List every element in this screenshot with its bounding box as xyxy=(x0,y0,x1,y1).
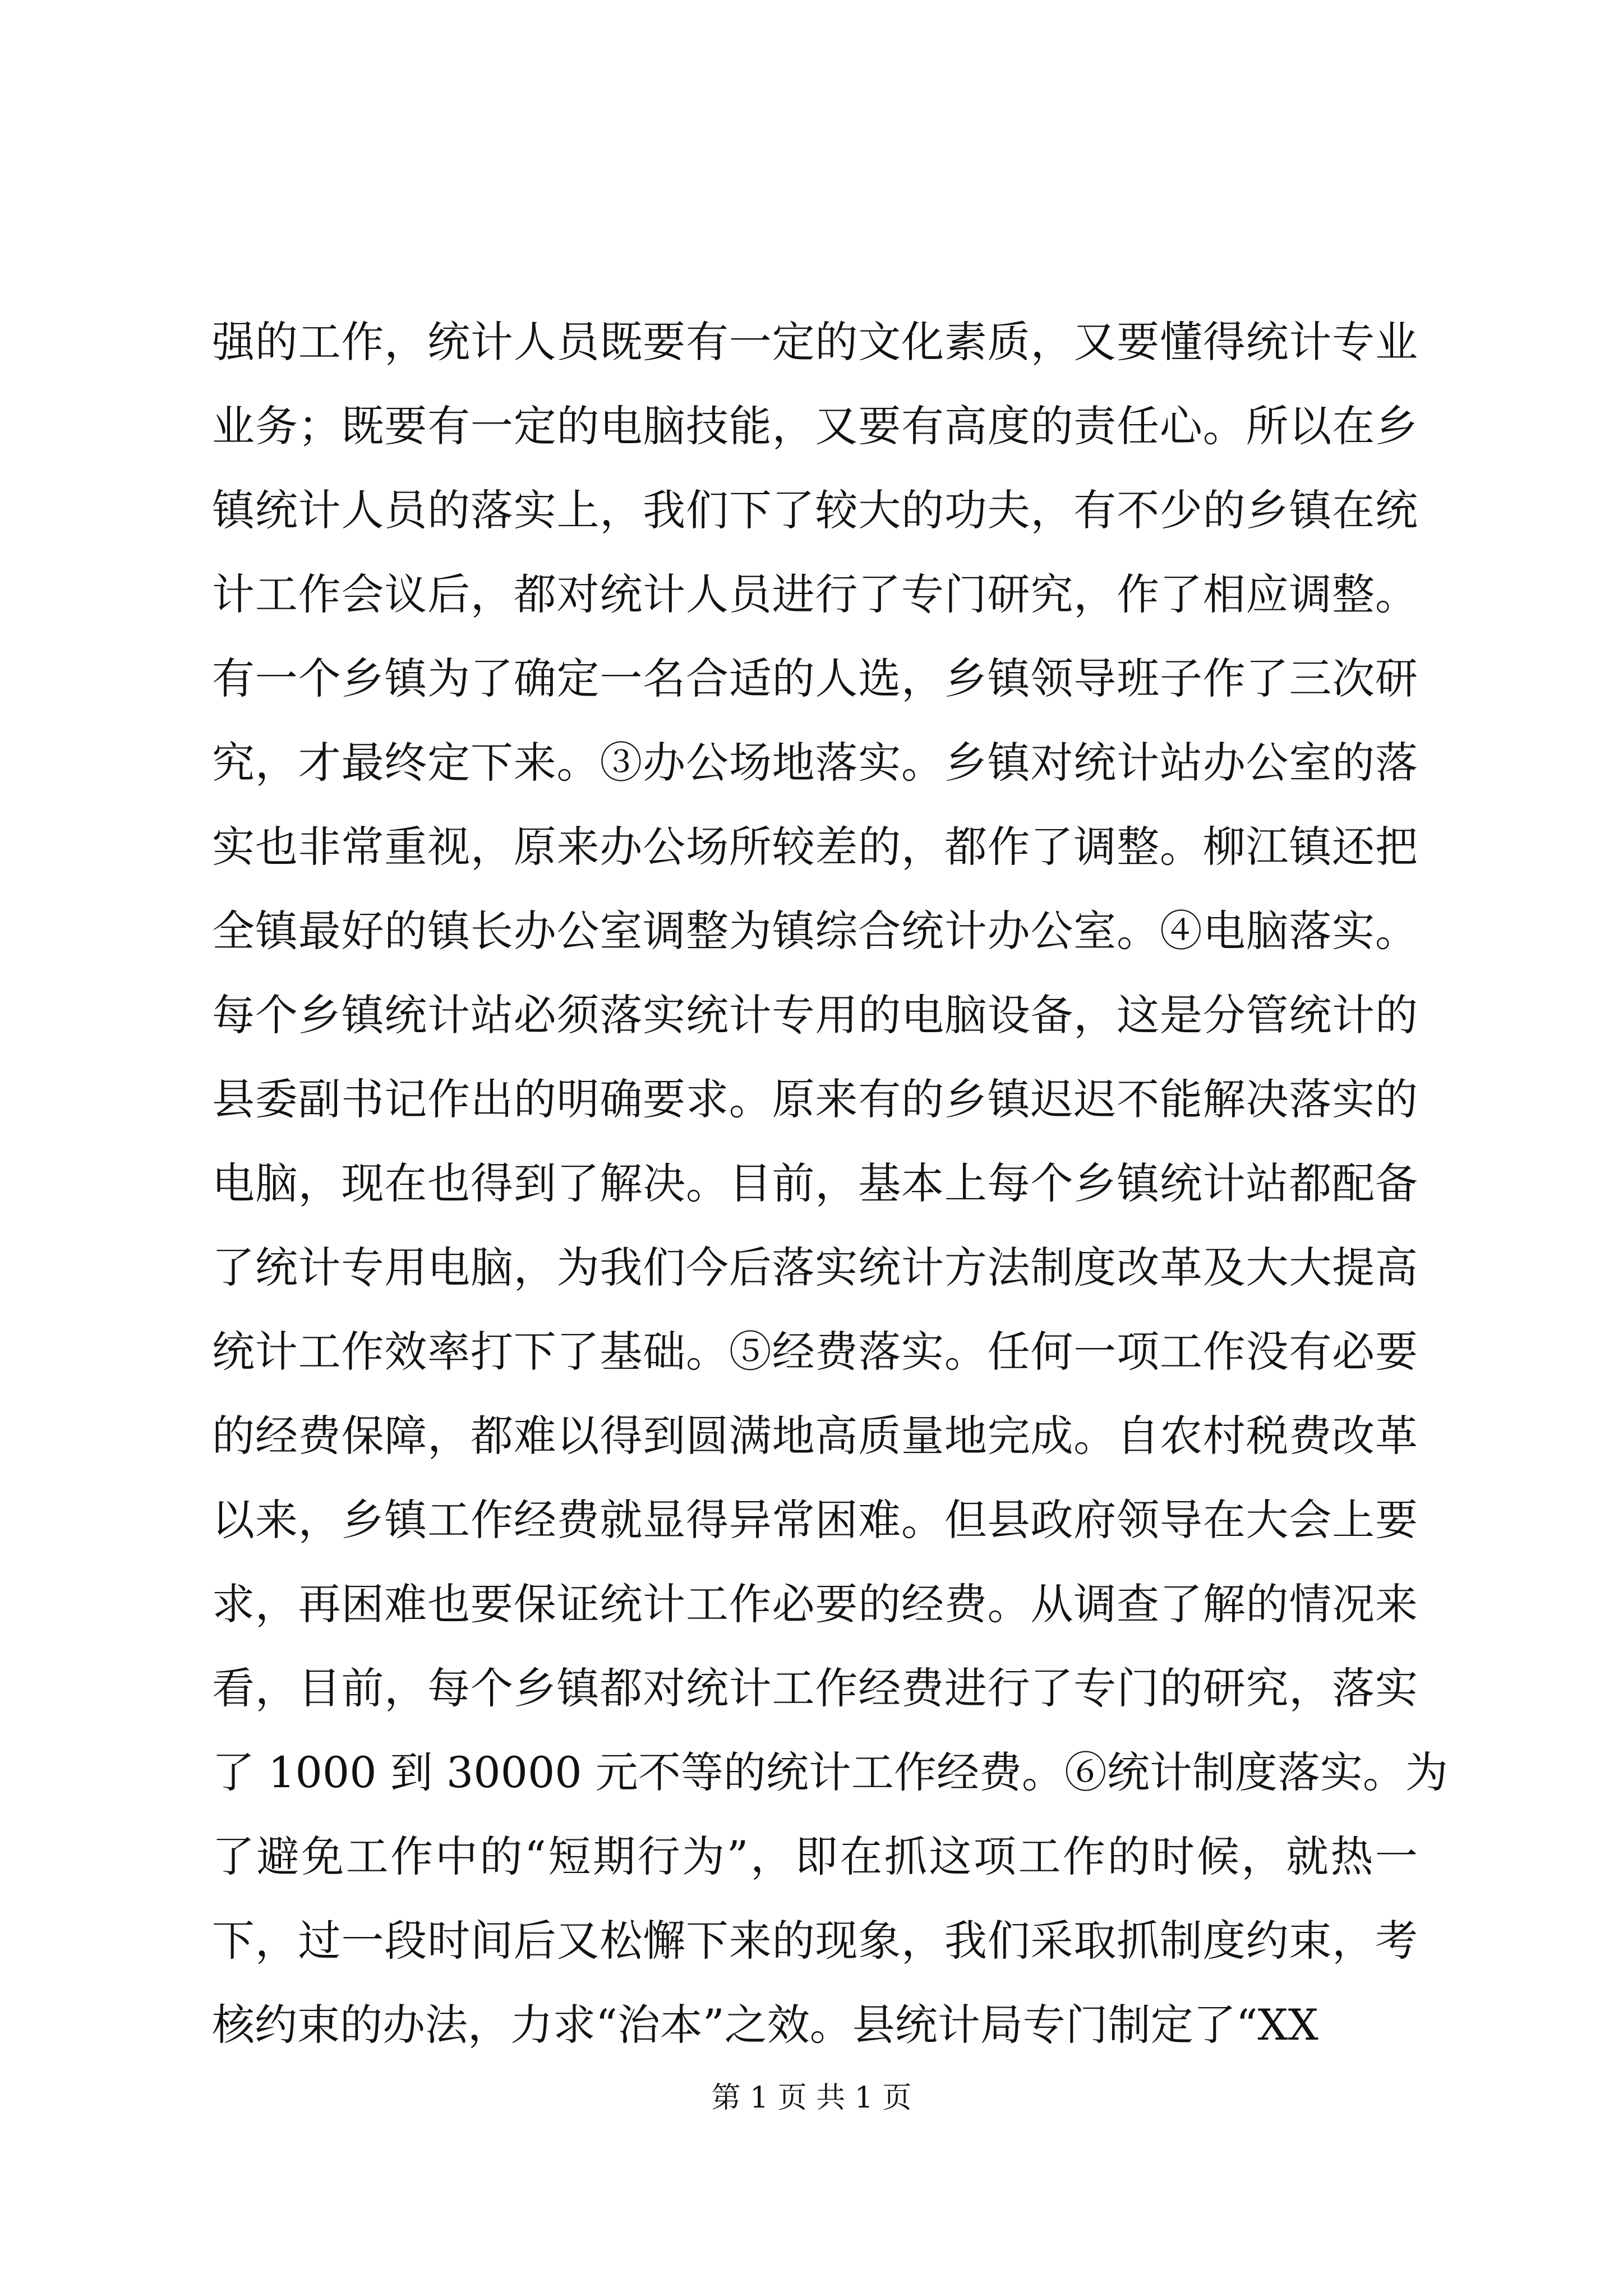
text-line: 电脑，现在也得到了解决。目前，基本上每个乡镇统计站都配备 xyxy=(212,1158,1418,1208)
text-line: 统计工作效率打下了基础。⑤经费落实。任何一项工作没有必要 xyxy=(212,1327,1418,1377)
text-line: 了统计专用电脑，为我们今后落实统计方法制度改革及大大提高 xyxy=(212,1243,1418,1292)
text-line: 强的工作，统计人员既要有一定的文化素质，又要懂得统计专业 xyxy=(212,317,1418,367)
body-text xyxy=(212,300,1448,2067)
text-line: 实也非常重视，原来办公场所较差的，都作了调整。柳江镇还把 xyxy=(212,822,1418,872)
text-line: 业务；既要有一定的电脑技能，又要有高度的责任心。所以在乡 xyxy=(212,401,1418,451)
text-line: 了避免工作中的“短期行为”，即在抓这项工作的时候，就热一 xyxy=(212,1832,1418,1881)
text-line: 每个乡镇统计站必须落实统计专用的电脑设备，这是分管统计的 xyxy=(212,990,1418,1040)
page-footer xyxy=(0,2078,1623,2118)
text-line: 以来，乡镇工作经费就显得异常困难。但县政府领导在大会上要 xyxy=(212,1495,1418,1545)
text-line: 镇统计人员的落实上，我们下了较大的功夫，有不少的乡镇在统 xyxy=(212,485,1418,535)
text-line: 县委副书记作出的明确要求。原来有的乡镇迟迟不能解决落实的 xyxy=(212,1074,1418,1124)
text-line: 看，目前，每个乡镇都对统计工作经费进行了专门的研究，落实 xyxy=(212,1663,1418,1713)
text-line: 有一个乡镇为了确定一名合适的人选，乡镇领导班子作了三次研 xyxy=(212,654,1418,703)
text-line: 求，再困难也要保证统计工作必要的经费。从调查了解的情况来 xyxy=(212,1579,1418,1629)
text-line: 了 1000 到 30000 元不等的统计工作经费。⑥统计制度落实。为 xyxy=(212,1747,1448,1797)
page-number: 第 1 页 共 1 页 xyxy=(711,2081,912,2115)
text-line: 核约束的办法，力求“治本”之效。县统计局专门制定了“XX xyxy=(212,2000,1318,2050)
text-line: 全镇最好的镇长办公室调整为镇综合统计办公室。④电脑落实。 xyxy=(212,906,1418,956)
text-line: 计工作会议后，都对统计人员进行了专门研究，作了相应调整。 xyxy=(212,569,1418,619)
text-line: 下，过一段时间后又松懈下来的现象，我们采取抓制度约束，考 xyxy=(212,1916,1418,1966)
text-line: 的经费保障，都难以得到圆满地高质量地完成。自农村税费改革 xyxy=(212,1411,1418,1461)
text-line: 究，才最终定下来。③办公场地落实。乡镇对统计站办公室的落 xyxy=(212,738,1418,788)
